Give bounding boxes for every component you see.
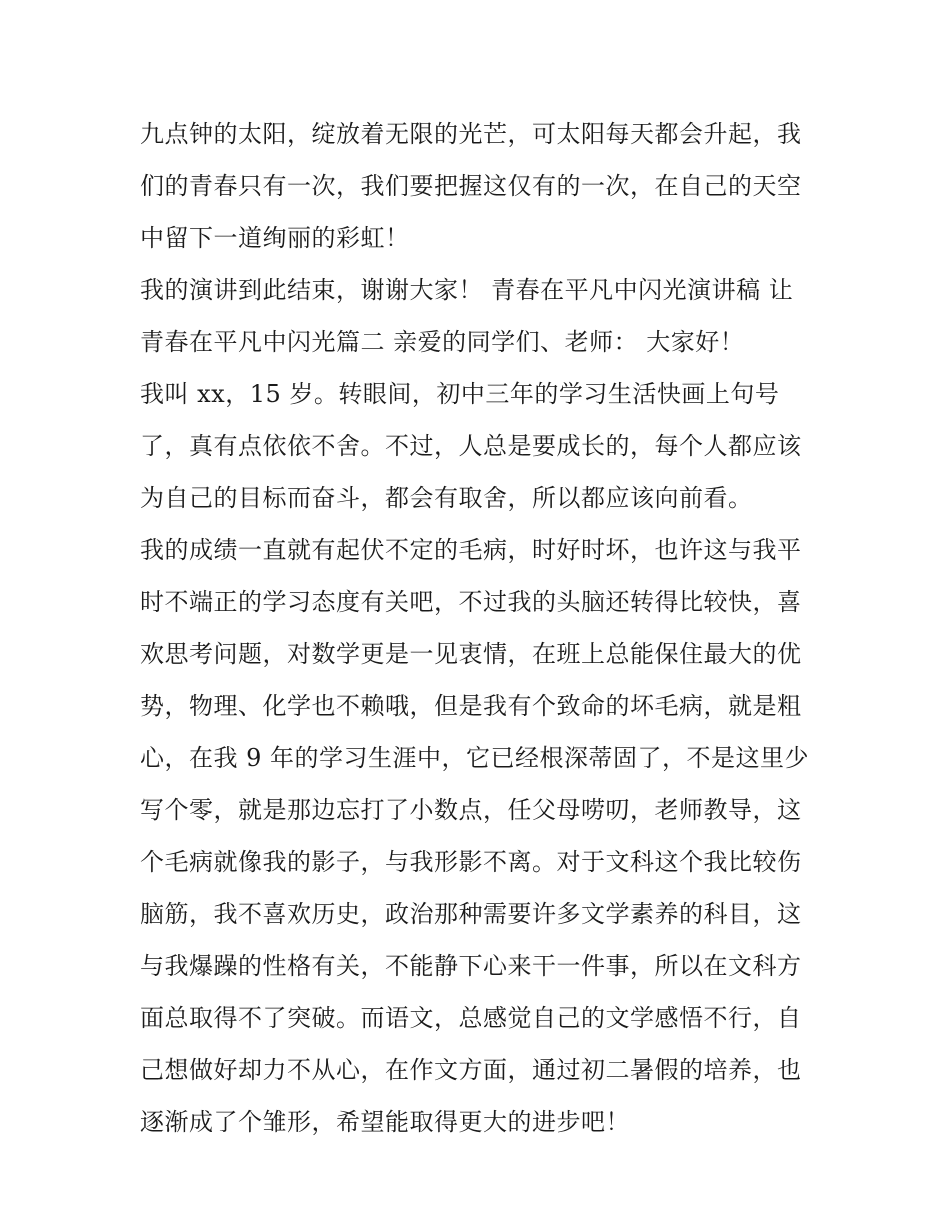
text-line: 与我爆躁的性格有关，不能静下心来干一件事，所以在文科方 <box>140 952 802 980</box>
text-line: 们的青春只有一次，我们要把握这仅有的一次，在自己的天空 <box>140 172 802 200</box>
text-line: 九点钟的太阳，绽放着无限的光芒，可太阳每天都会升起，我 <box>140 120 802 148</box>
text-line: 我叫 xx，15 岁。转眼间，初中三年的学习生活快画上句号 <box>140 380 780 408</box>
text-line: 个毛病就像我的影子，与我形影不离。对于文科这个我比较伤 <box>140 848 802 876</box>
text-line: 欢思考问题，对数学更是一见衷情，在班上总能保住最大的优 <box>140 640 802 668</box>
text-line: 脑筋，我不喜欢历史，政治那种需要许多文学素养的科目，这 <box>140 900 802 928</box>
text-line: 面总取得不了突破。而语文，总感觉自己的文学感悟不行，自 <box>140 1004 802 1032</box>
text-line: 中留下一道绚丽的彩虹！ <box>140 224 410 252</box>
text-line: 己想做好却力不从心，在作文方面，通过初二暑假的培养，也 <box>140 1056 802 1084</box>
text-line: 心，在我 9 年的学习生涯中，它已经根深蒂固了，不是这里少 <box>140 744 810 772</box>
text-line: 逐渐成了个雏形，希望能取得更大的进步吧！ <box>140 1108 630 1136</box>
text-line: 为自己的目标而奋斗，都会有取舍，所以都应该向前看。 <box>140 484 753 512</box>
text-line: 我的演讲到此结束，谢谢大家！ 青春在平凡中闪光演讲稿 让 <box>140 276 794 304</box>
text-line: 青春在平凡中闪光篇二 亲爱的同学们、老师： 大家好！ <box>140 328 745 356</box>
text-line: 时不端正的学习态度有关吧，不过我的头脑还转得比较快，喜 <box>140 588 802 616</box>
text-line: 我的成绩一直就有起伏不定的毛病，时好时坏，也许这与我平 <box>140 536 802 564</box>
body-text <box>140 108 820 1148</box>
text-line: 写个零，就是那边忘打了小数点，任父母唠叨，老师教导，这 <box>140 796 802 824</box>
text-line: 势，物理、化学也不赖哦，但是我有个致命的坏毛病，就是粗 <box>140 692 802 720</box>
text-line: 了，真有点依依不舍。不过，人总是要成长的，每个人都应该 <box>140 432 802 460</box>
